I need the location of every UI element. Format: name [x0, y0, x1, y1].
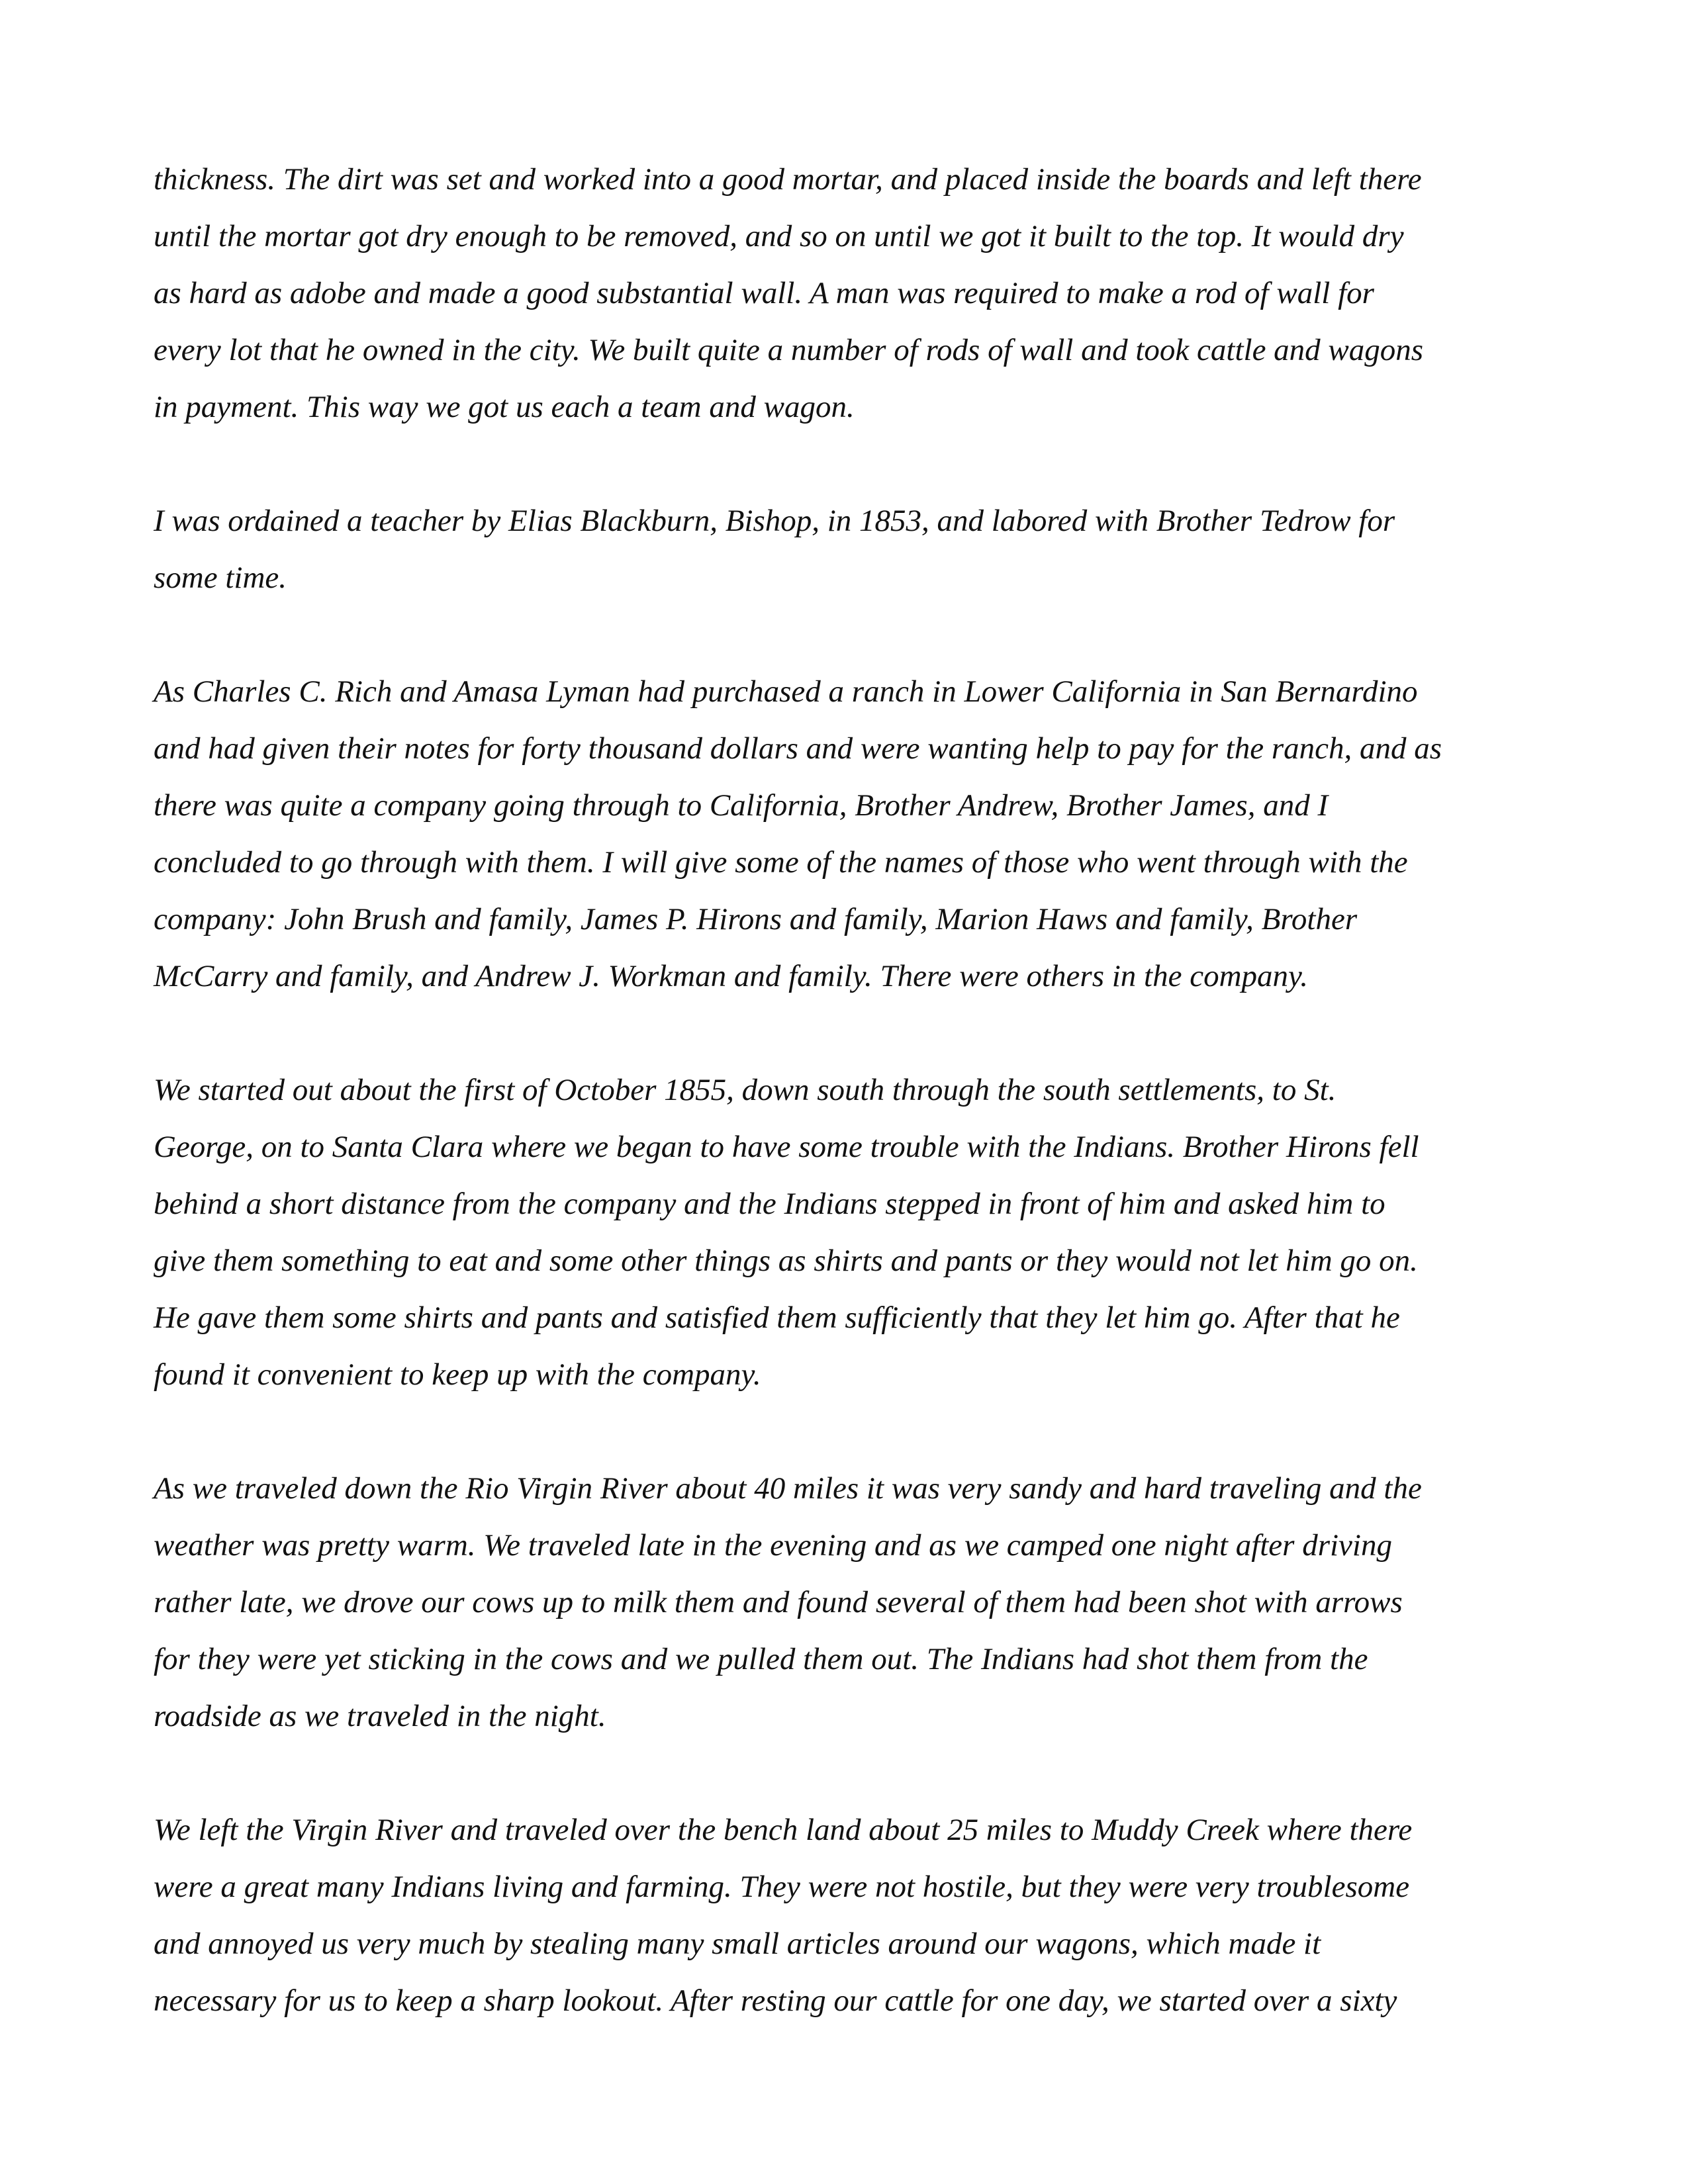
text-line: give them something to eat and some other things as shirts and pants or they would not let him go on.	[154, 1244, 1418, 1278]
paragraph-6	[154, 1801, 1537, 2029]
paragraph-4	[154, 1062, 1537, 1403]
text-line: some time.	[154, 561, 287, 595]
text-line: rather late, we drove our cows up to milk them and found several of them had been shot with arrows	[154, 1585, 1403, 1619]
text-line: behind a short distance from the company and the Indians stepped in front of him and asked him to	[154, 1187, 1385, 1221]
text-line: George, on to Santa Clara where we began to have some trouble with the Indians. Brother Hirons fell	[154, 1130, 1419, 1164]
text-line: for they were yet sticking in the cows and we pulled them out. The Indians had shot them from the	[154, 1642, 1368, 1676]
text-line: every lot that he owned in the city. We built quite a number of rods of wall and took cattle and wagons	[154, 333, 1424, 367]
text-line: there was quite a company going through to California, Brother Andrew, Brother James, and I	[154, 788, 1329, 823]
text-line: I was ordained a teacher by Elias Blackburn, Bishop, in 1853, and labored with Brother Tedrow for	[154, 504, 1395, 538]
paragraph-1	[154, 151, 1537, 435]
text-line: necessary for us to keep a sharp lookout. After resting our cattle for one day, we started over a sixty	[154, 1983, 1397, 2018]
document-page	[154, 151, 1537, 2029]
text-line: until the mortar got dry enough to be removed, and so on until we got it built to the top. It would dry	[154, 219, 1404, 253]
text-line: in payment. This way we got us each a team and wagon.	[154, 390, 855, 424]
text-line: and had given their notes for forty thousand dollars and were wanting help to pay for the ranch, and as	[154, 731, 1442, 766]
text-line: roadside as we traveled in the night.	[154, 1699, 606, 1733]
text-line: and annoyed us very much by stealing many small articles around our wagons, which made it	[154, 1927, 1321, 1961]
text-line: We left the Virgin River and traveled over the bench land about 25 miles to Muddy Creek where there	[154, 1813, 1413, 1847]
text-line: He gave them some shirts and pants and satisfied them sufficiently that they let him go. After that he	[154, 1300, 1400, 1335]
text-line: company: John Brush and family, James P. Hirons and family, Marion Haws and family, Brother	[154, 902, 1358, 936]
text-line: found it convenient to keep up with the company.	[154, 1357, 761, 1392]
text-line: thickness. The dirt was set and worked into a good mortar, and placed inside the boards and left there	[154, 162, 1422, 197]
text-line: weather was pretty warm. We traveled late in the evening and as we camped one night after driving	[154, 1528, 1392, 1563]
text-line: We started out about the first of October 1855, down south through the south settlements, to St.	[154, 1073, 1336, 1107]
paragraph-3	[154, 663, 1537, 1005]
text-line: McCarry and family, and Andrew J. Workman and family. There were others in the company.	[154, 959, 1309, 993]
text-line: as hard as adobe and made a good substantial wall. A man was required to make a rod of wall for	[154, 276, 1374, 310]
text-line: concluded to go through with them. I will give some of the names of those who went through with the	[154, 845, 1408, 880]
paragraph-2	[154, 492, 1537, 606]
text-line: were a great many Indians living and farming. They were not hostile, but they were very troublesome	[154, 1870, 1410, 1904]
paragraph-5	[154, 1460, 1537, 1745]
text-line: As Charles C. Rich and Amasa Lyman had purchased a ranch in Lower California in San Bernardino	[154, 674, 1418, 709]
text-line: As we traveled down the Rio Virgin River about 40 miles it was very sandy and hard traveling and the	[154, 1471, 1422, 1506]
